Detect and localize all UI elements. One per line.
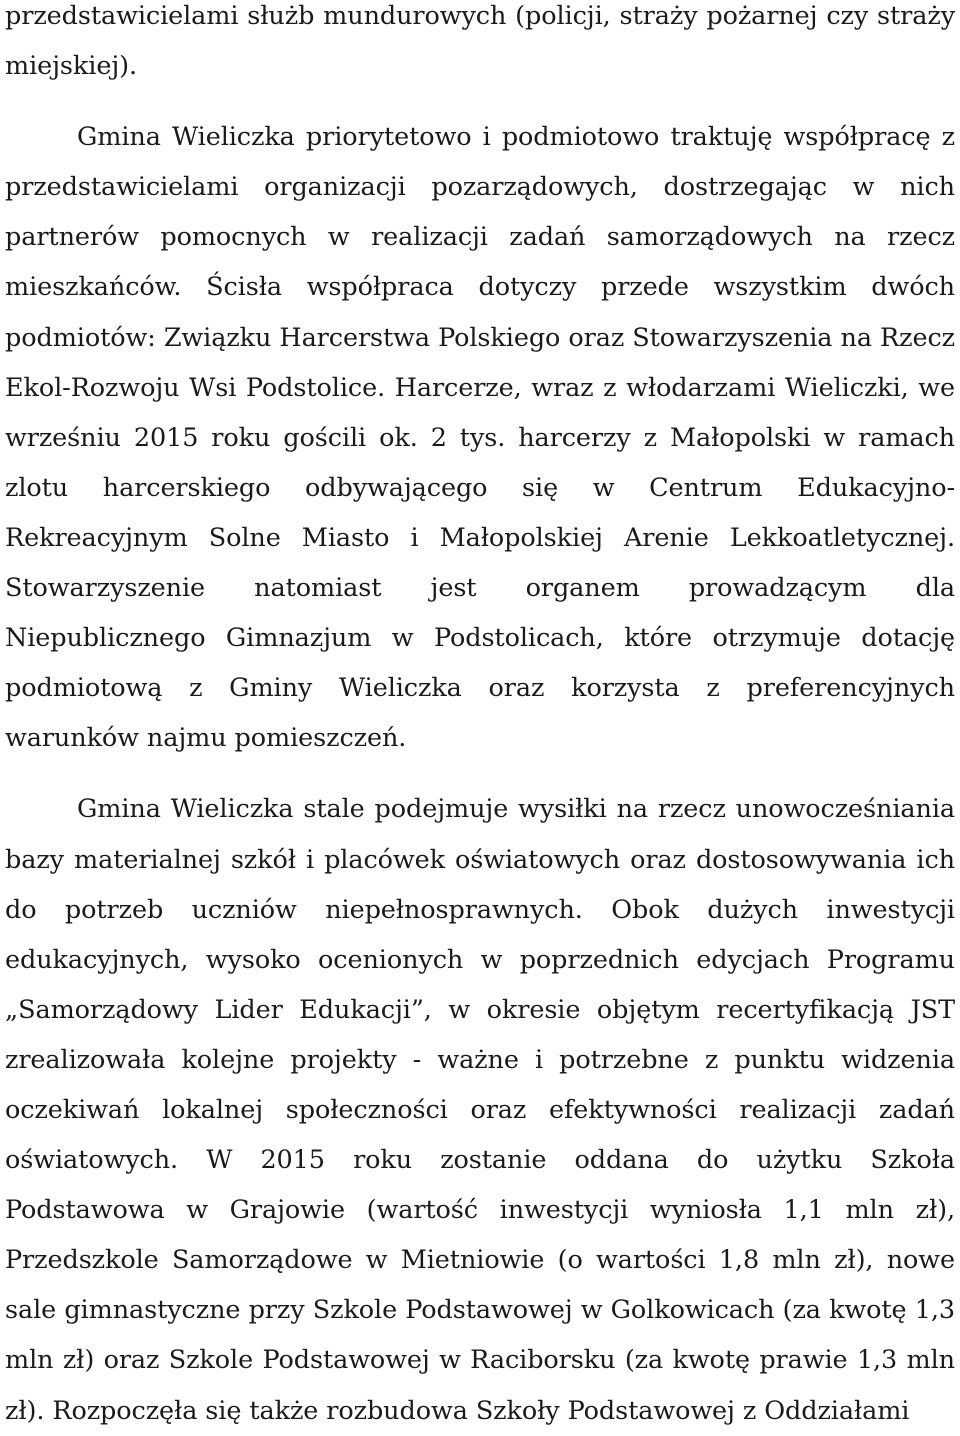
paragraph-ngo-cooperation: Gmina Wieliczka priorytetowo i podmiotowo traktuję współpracę z przedstawicielami organizacji pozarządowych, dostrzegając w nich partnerów pomocnych w realizacji zadań samorządowych na rzecz mieszkańców. Ścisła współpraca dotyczy przede wszystkim dwóch podmiotów: Związku Harcerstwa Polskiego oraz Stowarzyszenia na Rzecz Ekol-Rozwoju Wsi Podstolice. Harcerze, wraz z włodarzami Wieliczki, we wrześniu 2015 roku gościli ok. 2 tys. harcerzy z Małopolski w ramach zlotu harcerskiego odbywającego się w Centrum Edukacyjno-Rekreacyjnym Solne Miasto i Małopolskiej Arenie Lekkoatletycznej. Stowarzyszenie natomiast jest organem prowadzącym dla Niepublicznego Gimnazjum w Podstolicach, które otrzymuje dotację podmiotową z Gminy Wieliczka oraz korzysta z preferencyjnych warunków najmu pomieszczeń. [5, 122, 955, 754]
paragraph-school-investments: Gmina Wieliczka stale podejmuje wysiłki na rzecz unowocześniania bazy materialnej szkół i placówek oświatowych oraz dostosowywania ich do potrzeb uczniów niepełnosprawnych. Obok dużych inwestycji edukacyjnych, wysoko ocenionych w poprzednich edycjach Programu „Samorządowy Lider Edukacji”, w okresie objętym recertyfikacją JST zrealizowała kolejne projekty - ważne i potrzebne z punktu widzenia oczekiwań lokalnej społeczności oraz efektywności realizacji zadań oświatowych. W 2015 roku zostanie oddana do użytku Szkoła Podstawowa w Grajowie (wartość inwestycji wyniosła 1,1 mln zł), Przedszkole Samorządowe w Mietniowie (o wartości 1,8 mln zł), nowe sale gimnastyczne przy Szkole Podstawowej w Golkowicach (za kwotę 1,3 mln zł) oraz Szkole Podstawowej w Raciborsku (za kwotę prawie 1,3 mln zł). Rozpoczęła się także rozbudowa Szkoły Podstawowej z Oddziałami [5, 794, 955, 1426]
paragraph-continuation: przedstawicielami służb mundurowych (policji, straży pożarnej czy straży miejskiej). [5, 1, 955, 82]
document-page [5, 0, 955, 1436]
